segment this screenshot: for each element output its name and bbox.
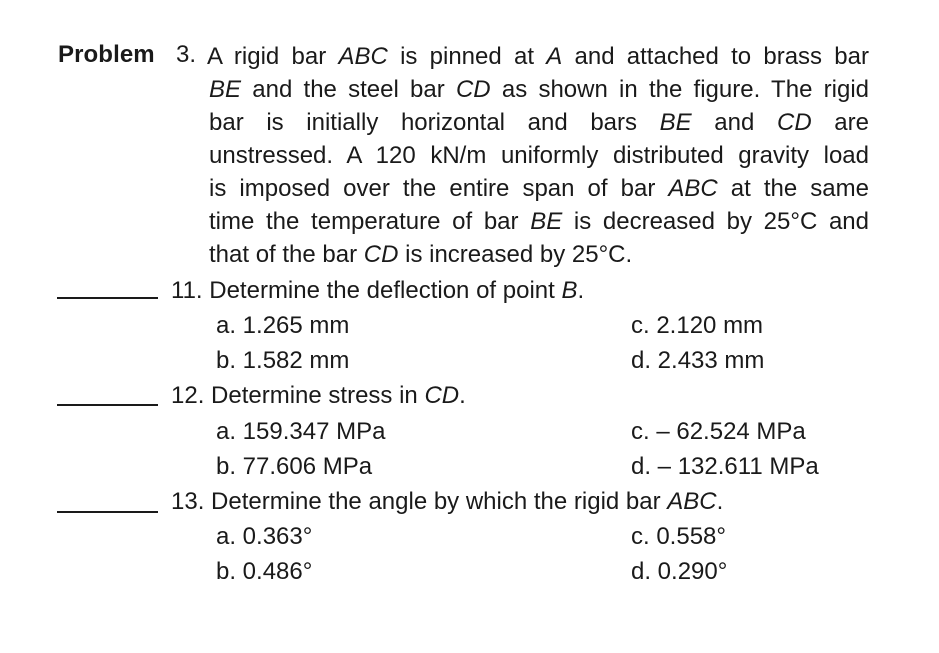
statement-line-1: A rigid bar ABC is pinned at A and attached to brass bar <box>207 43 869 70</box>
question-11-text: 11. Determine the deflection of point B. <box>171 277 585 304</box>
italic-term: ABC <box>668 175 718 202</box>
statement-line-2: BE and the steel bar CD as shown in the figure. The rigid <box>209 76 869 103</box>
choice-11-a[interactable]: a. 1.265 mm <box>216 312 350 339</box>
italic-term: ABC <box>667 488 717 515</box>
choice-12-b[interactable]: b. 77.606 MPa <box>216 453 373 480</box>
choice-12-d[interactable]: d. – 132.611 MPa <box>631 453 819 480</box>
italic-term: CD <box>424 382 460 409</box>
problem-label: Problem <box>58 41 155 68</box>
problem-number: 3. <box>176 41 197 68</box>
italic-term: CD <box>363 241 399 268</box>
statement-line-6: time the temperature of bar BE is decreased by 25°C and <box>209 208 870 235</box>
italic-term: BE <box>209 76 242 103</box>
italic-term: CD <box>777 109 812 136</box>
choice-12-c[interactable]: c. – 62.524 MPa <box>631 418 806 445</box>
choice-13-c[interactable]: c. 0.558° <box>631 523 726 550</box>
choice-13-b[interactable]: b. 0.486° <box>216 558 313 585</box>
statement-line-5: is imposed over the entire span of bar ABC at the same <box>209 175 869 202</box>
statement-line-7: that of the bar CD is increased by 25°C. <box>209 241 633 268</box>
answer-blank-12[interactable] <box>57 404 158 406</box>
answer-blank-11[interactable] <box>57 297 158 299</box>
statement-line-4: unstressed. A 120 kN/m uniformly distributed gravity load <box>209 142 869 169</box>
answer-blank-13[interactable] <box>57 511 158 513</box>
italic-term: CD <box>455 76 491 103</box>
italic-term: ABC <box>338 43 388 70</box>
choice-12-a[interactable]: a. 159.347 MPa <box>216 418 386 445</box>
choice-11-d[interactable]: d. 2.433 mm <box>631 347 765 374</box>
choice-13-a[interactable]: a. 0.363° <box>216 523 313 550</box>
italic-term: A <box>546 43 563 70</box>
question-13-text: 13. Determine the angle by which the rigid bar ABC. <box>171 488 724 515</box>
statement-line-3: bar is initially horizontal and bars BE and CD are <box>209 109 869 136</box>
choice-13-d[interactable]: d. 0.290° <box>631 558 728 585</box>
choice-11-b[interactable]: b. 1.582 mm <box>216 347 350 374</box>
choice-11-c[interactable]: c. 2.120 mm <box>631 312 764 339</box>
italic-term: B <box>561 277 578 304</box>
italic-term: BE <box>530 208 563 235</box>
question-12-text: 12. Determine stress in CD. <box>171 382 466 409</box>
italic-term: BE <box>659 109 692 136</box>
